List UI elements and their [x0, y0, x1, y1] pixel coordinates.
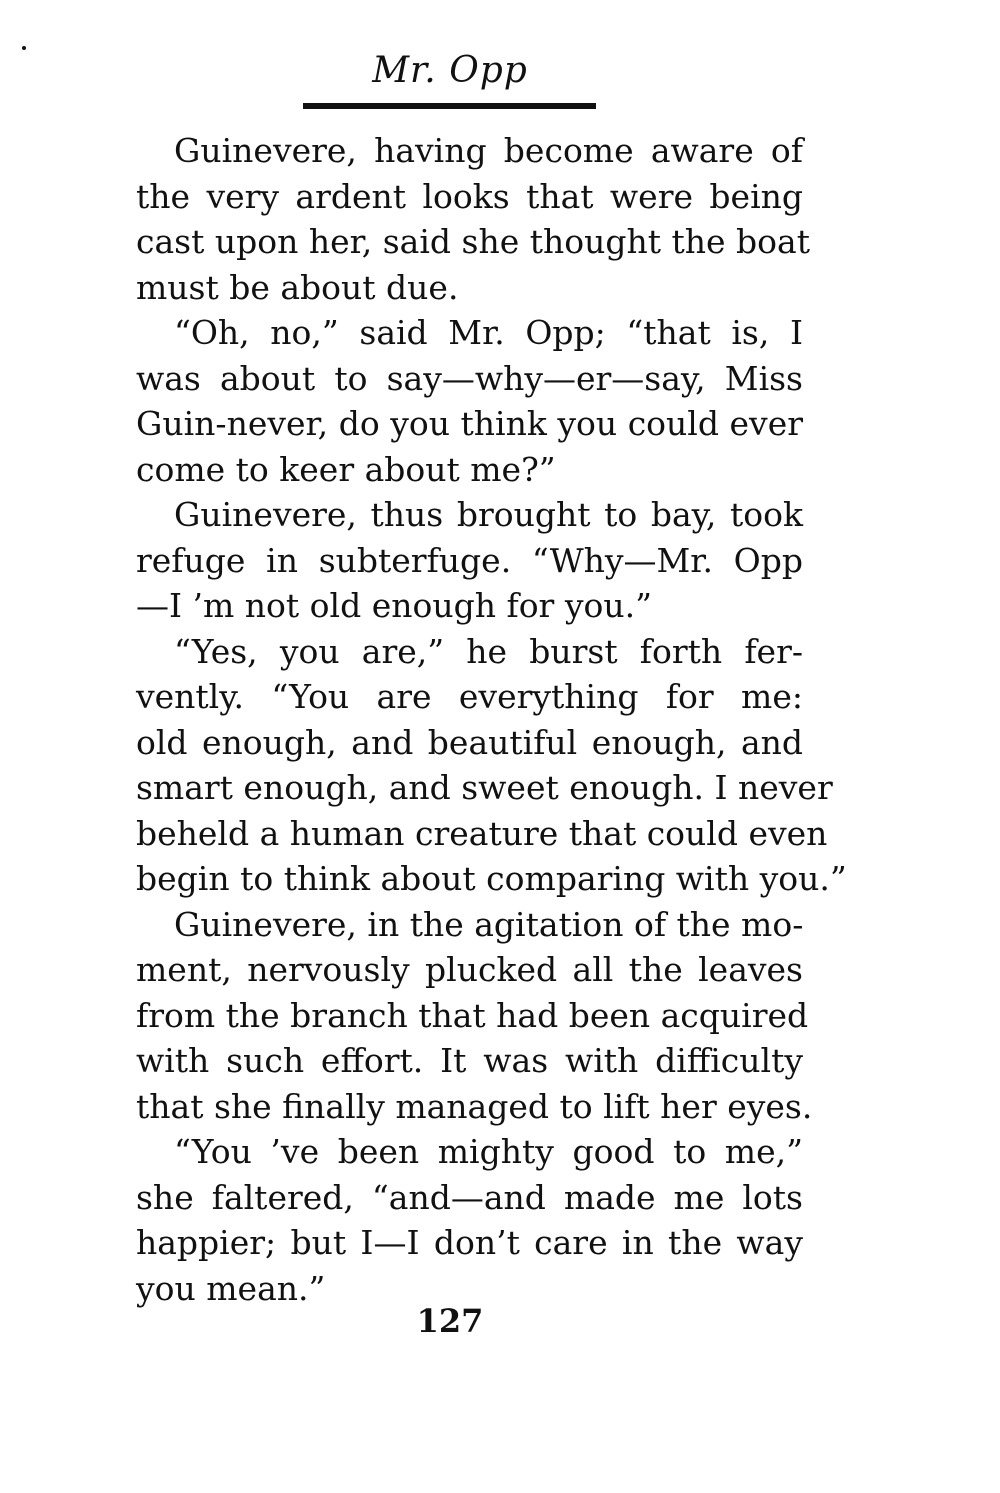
text-line: beheld a human creature that could even	[136, 813, 828, 853]
text-line: the very ardent looks that were being	[136, 176, 803, 216]
paragraph-6	[98, 1129, 803, 1311]
page-number: 127	[416, 1302, 484, 1340]
text-line: refuge in subterfuge. “Why—Mr. Opp	[136, 540, 803, 580]
paragraph-3	[98, 492, 803, 629]
paragraph-1	[98, 128, 810, 310]
text-line: Guinevere, thus brought to bay, took	[174, 495, 803, 534]
text-line: ment, nervously plucked all the leaves	[136, 950, 803, 989]
text-line: “You ’ve been mighty good to me,”	[174, 1132, 803, 1171]
paragraph-5	[98, 902, 813, 1130]
paragraph-4	[98, 629, 847, 902]
text-line: that she finally managed to lift her eyes.	[136, 1086, 813, 1126]
text-line: she faltered, “and—and made me lots	[136, 1177, 803, 1217]
text-line: —I ’m not old enough for you.”	[136, 586, 652, 625]
paragraph-2	[98, 310, 803, 492]
text-line: Guinevere, having become aware of	[174, 131, 803, 170]
text-line: begin to think about comparing with you.”	[136, 859, 847, 898]
text-line: Guin-never, do you think you could ever	[136, 404, 803, 443]
text-line: “Yes, you are,” he burst forth fer-	[174, 631, 803, 671]
text-line: cast upon her, said she thought the boat	[136, 222, 810, 261]
header-rule	[303, 103, 596, 109]
text-line: Guinevere, in the agitation of the mo-	[174, 904, 804, 944]
text-line: you mean.”	[136, 1268, 326, 1308]
text-line: happier; but I—I don’t care in the way	[136, 1223, 803, 1262]
text-line: smart enough, and sweet enough. I never	[136, 768, 833, 807]
text-line: must be about due.	[136, 267, 459, 307]
text-line: vently. “You are everything for me:	[136, 677, 803, 716]
body-text	[98, 128, 847, 1311]
text-line: with such effort. It was with difficulty	[136, 1041, 803, 1080]
text-line: come to keer about me?”	[136, 449, 556, 489]
text-line: from the branch that had been acquired	[136, 995, 809, 1035]
text-line: was about to say—why—er—say, Miss	[136, 358, 803, 398]
running-head: Mr. Opp	[372, 50, 528, 91]
text-line: “Oh, no,” said Mr. Opp; “that is, I	[174, 313, 803, 352]
text-line: old enough, and beautiful enough, and	[136, 722, 803, 762]
